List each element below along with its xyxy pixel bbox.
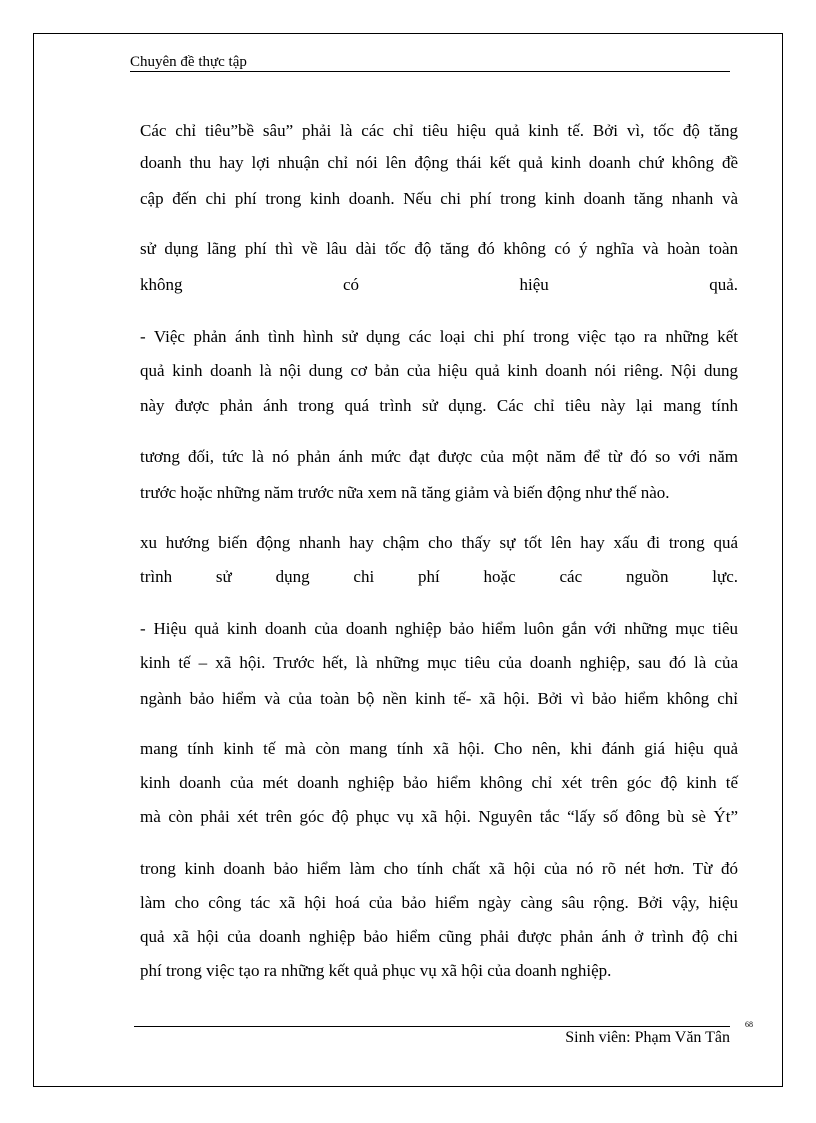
text-line: quả xã hội của doanh nghiệp bảo hiểm cũng phải được phản ánh ở trình độ chi	[140, 927, 738, 946]
header-divider	[130, 71, 730, 72]
text-line: Các chỉ tiêu”bề sâu” phải là các chỉ tiêu hiệu quả kinh tế. Bởi vì, tốc độ tăng	[140, 121, 738, 140]
text-line: trước hoặc những năm trước nữa xem nã tăng giảm và biến động như thế nào.	[140, 483, 670, 502]
text-line: cập đến chi phí trong kinh doanh. Nếu chi phí trong kinh doanh tăng nhanh và	[140, 189, 738, 208]
text-line: kinh tế – xã hội. Trước hết, là những mục tiêu của doanh nghiệp, sau đó là của	[140, 653, 738, 672]
header-title: Chuyên đề thực tập	[130, 54, 247, 70]
text-line: trong kinh doanh bảo hiểm làm cho tính chất xã hội của nó rõ nét hơn. Từ đó	[140, 859, 738, 878]
text-line: mà còn phải xét trên góc độ phục vụ xã hội. Nguyên tắc “lấy số đông bù sè Ýt”	[140, 807, 738, 826]
text-line: mang tính kinh tế mà còn mang tính xã hội. Cho nên, khi đánh giá hiệu quả	[140, 739, 738, 758]
text-line: trình sử dụng chi phí hoặc các nguồn lực.	[140, 567, 738, 586]
text-line: tương đối, tức là nó phản ánh mức đạt được của một năm để từ đó so với năm	[140, 447, 738, 466]
text-line: sử dụng lãng phí thì về lâu dài tốc độ tăng đó không có ý nghĩa và hoàn toàn	[140, 239, 738, 258]
text-line: không có hiệu quả.	[140, 275, 738, 294]
text-line: kinh doanh của mét doanh nghiệp bảo hiểm không chỉ xét trên góc độ kinh tế	[140, 773, 738, 792]
page-number: 68	[745, 1020, 753, 1029]
text-line: ngành bảo hiểm và của toàn bộ nền kinh tế- xã hội. Bởi vì bảo hiểm không chỉ	[140, 689, 738, 708]
text-line: làm cho công tác xã hội hoá của bảo hiểm ngày càng sâu rộng. Bởi vậy, hiệu	[140, 893, 738, 912]
text-line: này được phản ánh trong quá trình sử dụng. Các chỉ tiêu này lại mang tính	[140, 396, 738, 415]
text-line: xu hướng biến động nhanh hay chậm cho thấy sự tốt lên hay xấu đi trong quá	[140, 533, 738, 552]
text-line: - Hiệu quả kinh doanh của doanh nghiệp bảo hiểm luôn gắn với những mục tiêu	[140, 619, 738, 638]
text-line: - Việc phản ánh tình hình sử dụng các loại chi phí trong việc tạo ra những kết	[140, 327, 738, 346]
text-line: phí trong việc tạo ra những kết quả phục vụ xã hội của doanh nghiệp.	[140, 961, 612, 980]
text-line: quả kinh doanh là nội dung cơ bản của hiệu quả kinh doanh nói riêng. Nội dung	[140, 361, 738, 380]
text-line: doanh thu hay lợi nhuận chỉ nói lên động thái kết quả kinh doanh chứ không đề	[140, 153, 738, 172]
footer-author: Sinh viên: Phạm Văn Tân	[565, 1029, 730, 1046]
